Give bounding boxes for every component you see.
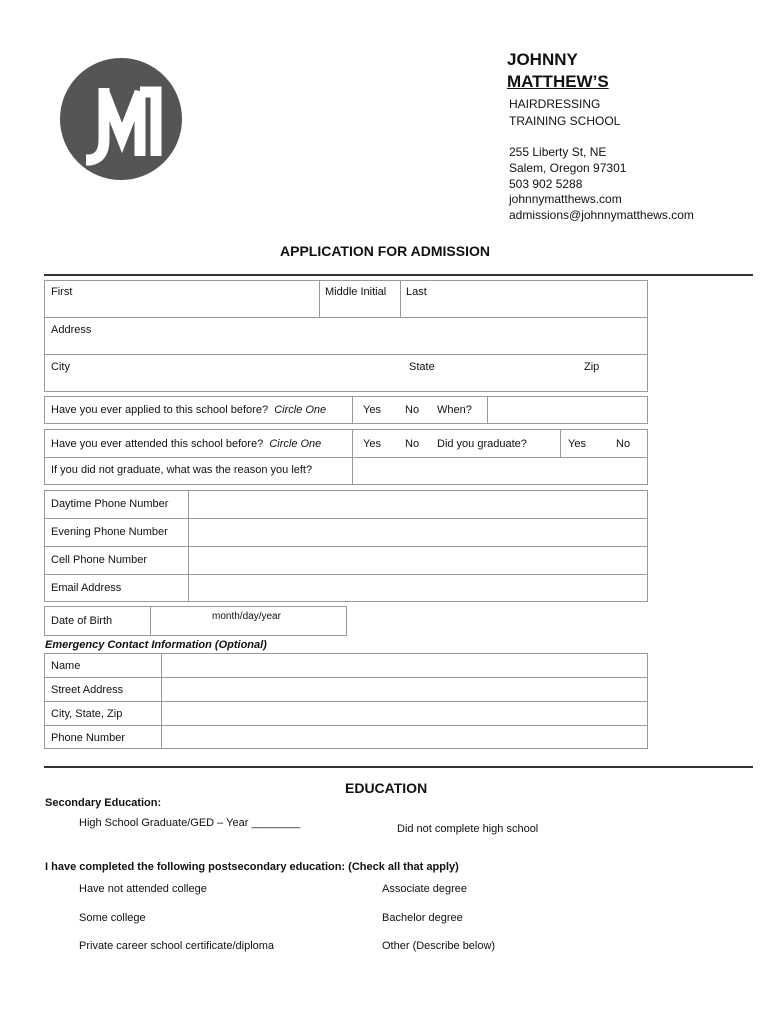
- address-line1: 255 Liberty St, NE: [509, 145, 607, 159]
- education-title: EDUCATION: [345, 780, 428, 796]
- option-other[interactable]: Other (Describe below): [382, 940, 496, 952]
- emergency-heading: Emergency Contact Information (Optional): [45, 639, 267, 651]
- middle-initial-field[interactable]: Middle Initial: [325, 286, 387, 298]
- divider: [44, 518, 648, 519]
- address-line2: Salem, Oregon 97301: [509, 161, 627, 175]
- when-field[interactable]: [490, 398, 646, 422]
- divider: [44, 546, 648, 547]
- emergency-phone-field[interactable]: [163, 727, 646, 748]
- did-not-complete-option[interactable]: Did not complete high school: [397, 823, 539, 835]
- secondary-education-heading: Secondary Education:: [45, 797, 162, 809]
- org-name-line1: JOHNNY: [507, 50, 578, 69]
- cell-phone-field[interactable]: [190, 548, 646, 573]
- divider: [560, 429, 561, 457]
- graduate-question: Did you graduate?: [437, 438, 527, 450]
- address-field[interactable]: Address: [51, 324, 92, 336]
- org-name-line2: MATTHEW’S: [507, 72, 609, 91]
- subtitle-line2: TRAINING SCHOOL: [509, 114, 621, 128]
- divider: [400, 280, 401, 318]
- hs-graduate-option[interactable]: High School Graduate/GED – Year ________: [79, 817, 301, 829]
- city-field[interactable]: City: [51, 361, 70, 373]
- emergency-street-label: Street Address: [51, 684, 124, 696]
- daytime-phone-field[interactable]: [190, 492, 646, 517]
- title-divider: [44, 274, 753, 276]
- last-name-field[interactable]: Last: [406, 286, 427, 298]
- phone-number: 503 902 5288: [509, 177, 583, 191]
- daytime-phone-label: Daytime Phone Number: [51, 498, 169, 510]
- option-some-college[interactable]: Some college: [79, 912, 146, 924]
- circle-one-label: Circle One: [274, 404, 327, 416]
- attended-question: [51, 438, 321, 450]
- when-label: When?: [437, 404, 472, 416]
- attended-yes-option[interactable]: Yes: [363, 438, 381, 450]
- applied-yes-option[interactable]: Yes: [363, 404, 381, 416]
- dob-format-hint: month/day/year: [212, 611, 281, 622]
- school-logo: [60, 58, 182, 180]
- graduate-yes-option[interactable]: Yes: [568, 438, 586, 450]
- divider: [44, 317, 648, 318]
- website: johnnymatthews.com: [509, 192, 622, 206]
- divider: [44, 354, 648, 355]
- applied-no-option[interactable]: No: [405, 404, 420, 416]
- first-name-field[interactable]: First: [51, 286, 73, 298]
- emergency-phone-label: Phone Number: [51, 732, 125, 744]
- applied-question: [51, 404, 326, 416]
- dob-field[interactable]: [152, 608, 345, 634]
- form-title: APPLICATION FOR ADMISSION: [280, 243, 490, 259]
- email-address-label: Email Address: [51, 582, 122, 594]
- divider: [44, 574, 648, 575]
- divider: [44, 725, 648, 726]
- option-private-career-school[interactable]: Private career school certificate/diploma: [79, 940, 275, 952]
- emergency-name-field[interactable]: [163, 655, 646, 676]
- postsecondary-heading: I have completed the following postsecondary education: (Check all that apply): [45, 861, 459, 873]
- divider: [44, 457, 648, 458]
- option-bachelor-degree[interactable]: Bachelor degree: [382, 912, 463, 924]
- email: admissions@johnnymatthews.com: [509, 208, 694, 222]
- divider: [44, 701, 648, 702]
- divider: [487, 396, 488, 424]
- divider: [352, 429, 353, 485]
- evening-phone-label: Evening Phone Number: [51, 526, 168, 538]
- attended-no-option[interactable]: No: [405, 438, 420, 450]
- circle-one-label: Circle One: [269, 438, 322, 450]
- applied-question-text: Have you ever applied to this school before?: [51, 404, 269, 416]
- education-divider: [44, 766, 753, 768]
- divider: [150, 606, 151, 636]
- emergency-street-field[interactable]: [163, 679, 646, 700]
- emergency-city-field[interactable]: [163, 703, 646, 724]
- divider: [44, 677, 648, 678]
- evening-phone-field[interactable]: [190, 520, 646, 545]
- divider: [352, 396, 353, 424]
- reason-left-label: If you did not graduate, what was the reason you left?: [51, 464, 313, 476]
- zip-field[interactable]: Zip: [584, 361, 600, 373]
- subtitle-line1: HAIRDRESSING: [509, 97, 601, 111]
- reason-left-field[interactable]: [354, 459, 646, 483]
- option-not-attended-college[interactable]: Have not attended college: [79, 883, 207, 895]
- emergency-city-label: City, State, Zip: [51, 708, 123, 720]
- graduate-no-option[interactable]: No: [616, 438, 631, 450]
- attended-question-text: Have you ever attended this school before?: [51, 438, 264, 450]
- dob-label: Date of Birth: [51, 615, 113, 627]
- cell-phone-label: Cell Phone Number: [51, 554, 147, 566]
- divider: [319, 280, 320, 318]
- jm-monogram-icon: [60, 58, 182, 180]
- option-associate-degree[interactable]: Associate degree: [382, 883, 467, 895]
- email-address-field[interactable]: [190, 576, 646, 601]
- emergency-name-label: Name: [51, 660, 81, 672]
- state-field[interactable]: State: [409, 361, 435, 373]
